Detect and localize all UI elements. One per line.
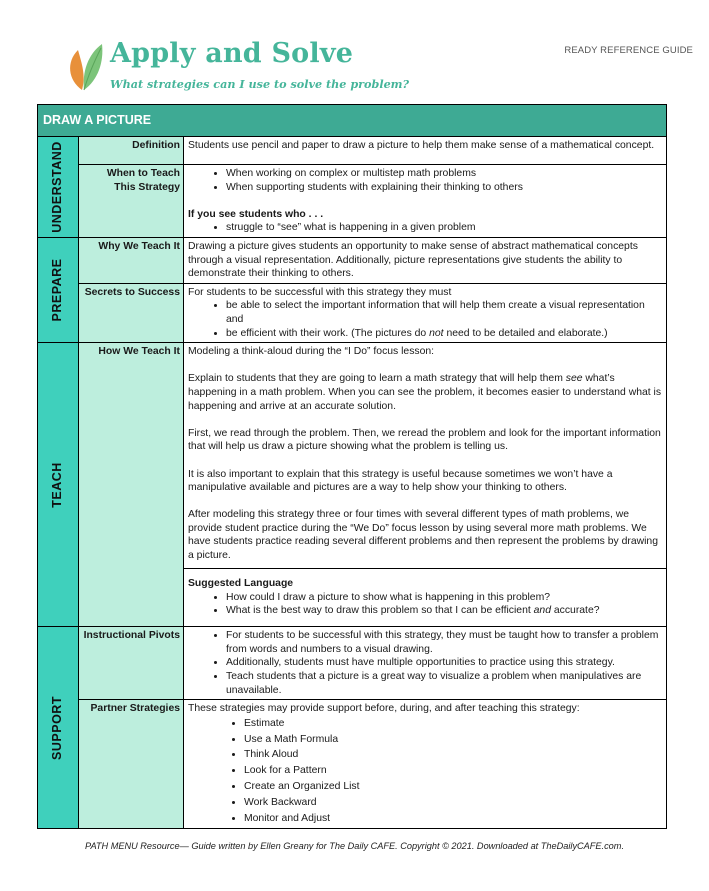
- phase-label: SUPPORT: [50, 695, 65, 760]
- partner-content: [184, 700, 667, 829]
- list-item: • be efficient with their work. (The pictures do not need to be detailed and elaborate.): [226, 327, 662, 341]
- suggested-language: [184, 569, 667, 627]
- how-p3: First, we read through the problem. Then, we reread the problem and look for the important information that will help us draw a picture showing what the problem is telling us.: [188, 427, 661, 453]
- list-item: • For students to be successful with this strategy, they must be taught how to transfer a problem from words and numbers to a visual drawing.: [226, 629, 662, 656]
- row-label-pivots: Instructional Pivots: [79, 627, 184, 700]
- row-label-why: Why We Teach It: [79, 238, 184, 284]
- row-label-how: How We Teach It: [79, 343, 184, 627]
- row-label-secrets: Secrets to Success: [79, 283, 184, 342]
- phase-label: UNDERSTAND: [50, 141, 65, 233]
- how-p2: Explain to students that they are going to learn a math strategy that will help them see what’s happening in a math problem. When you can see the problem, it becomes easier to understand what is happening and arrive at an accurate solution.: [188, 373, 662, 412]
- phase-understand: [38, 137, 79, 238]
- strategy-table: [37, 104, 667, 829]
- list-item: • Monitor and Adjust: [244, 811, 662, 827]
- list-item: • Teach students that a picture is a great way to visualize a problem when manipulatives are unavailable.: [226, 670, 662, 697]
- partner-intro: These strategies may provide support before, during, and after teaching this strategy:: [188, 703, 580, 715]
- secrets-content: [184, 283, 667, 342]
- page-header: [0, 0, 709, 104]
- row-label-when: When to Teach This Strategy: [79, 165, 184, 238]
- phase-prepare: [38, 238, 79, 343]
- row-label-partner: Partner Strategies: [79, 700, 184, 829]
- list-item: • What is the best way to draw this problem so that I can be efficient and accurate?: [226, 604, 662, 618]
- page-title: Apply and Solve: [110, 38, 354, 69]
- how-p1: Modeling a think-aloud during the “I Do” focus lesson:: [188, 346, 435, 358]
- list-item: • When working on complex or multistep math problems: [226, 167, 662, 181]
- list-item: • Think Aloud: [244, 747, 662, 763]
- strategy-title: DRAW A PICTURE: [38, 105, 667, 137]
- guide-tag: READY REFERENCE GUIDE: [564, 45, 693, 56]
- page-subtitle: What strategies can I use to solve the problem?: [110, 77, 410, 91]
- if-heading: If you see students who . . .: [188, 208, 324, 220]
- page-footer: PATH MENU Resource— Guide written by Ellen Greany for The Daily CAFE. Copyright © 2021. Downloaded at TheDailyCAFE.com.: [85, 841, 624, 851]
- list-item: • Estimate: [244, 716, 662, 732]
- list-item: • Work Backward: [244, 795, 662, 811]
- list-item: • Use a Math Formula: [244, 732, 662, 748]
- list-item: • Look for a Pattern: [244, 763, 662, 779]
- secrets-intro: For students to be successful with this strategy they must: [188, 286, 452, 298]
- list-item: • Create an Organized List: [244, 779, 662, 795]
- list-item: • be able to select the important information that will help them create a visual representation and: [226, 299, 662, 326]
- how-content: [184, 343, 667, 569]
- phase-label: TEACH: [50, 461, 65, 508]
- phase-teach: [38, 343, 79, 627]
- list-item: • Additionally, students must have multiple opportunities to practice using this strategy.: [226, 656, 662, 670]
- definition-text: Students use pencil and paper to draw a picture to help them make sense of a mathematical concept.: [184, 137, 667, 165]
- how-p5: After modeling this strategy three or four times with several different types of math problems, we provide student practice during the “We Do” focus lesson by using several more math problems. We have students practice reading several different problems and then represent the problems by drawing a picture.: [188, 509, 658, 562]
- phase-label: PREPARE: [50, 258, 65, 322]
- why-text: Drawing a picture gives students an opportunity to make sense of abstract mathematical concepts through a visual representation. Additionally, picture representations give students the ability to demonstrate their thinking to others.: [184, 238, 667, 284]
- list-item: • struggle to “see” what is happening in a given problem: [226, 221, 662, 235]
- when-content: [184, 165, 667, 238]
- list-item: • How could I draw a picture to show what is happening in this problem?: [226, 591, 662, 605]
- row-label-definition: Definition: [79, 137, 184, 165]
- how-p4: It is also important to explain that this strategy is useful because sometimes we won’t have a manipulative available and pictures are a way to help show your thinking to others.: [188, 468, 613, 494]
- pivots-content: [184, 627, 667, 700]
- list-item: • When supporting students with explaining their thinking to others: [226, 181, 662, 195]
- phase-support: [38, 627, 79, 829]
- suggested-language-heading: Suggested Language: [188, 578, 294, 590]
- leaf-logo-icon: [64, 40, 104, 92]
